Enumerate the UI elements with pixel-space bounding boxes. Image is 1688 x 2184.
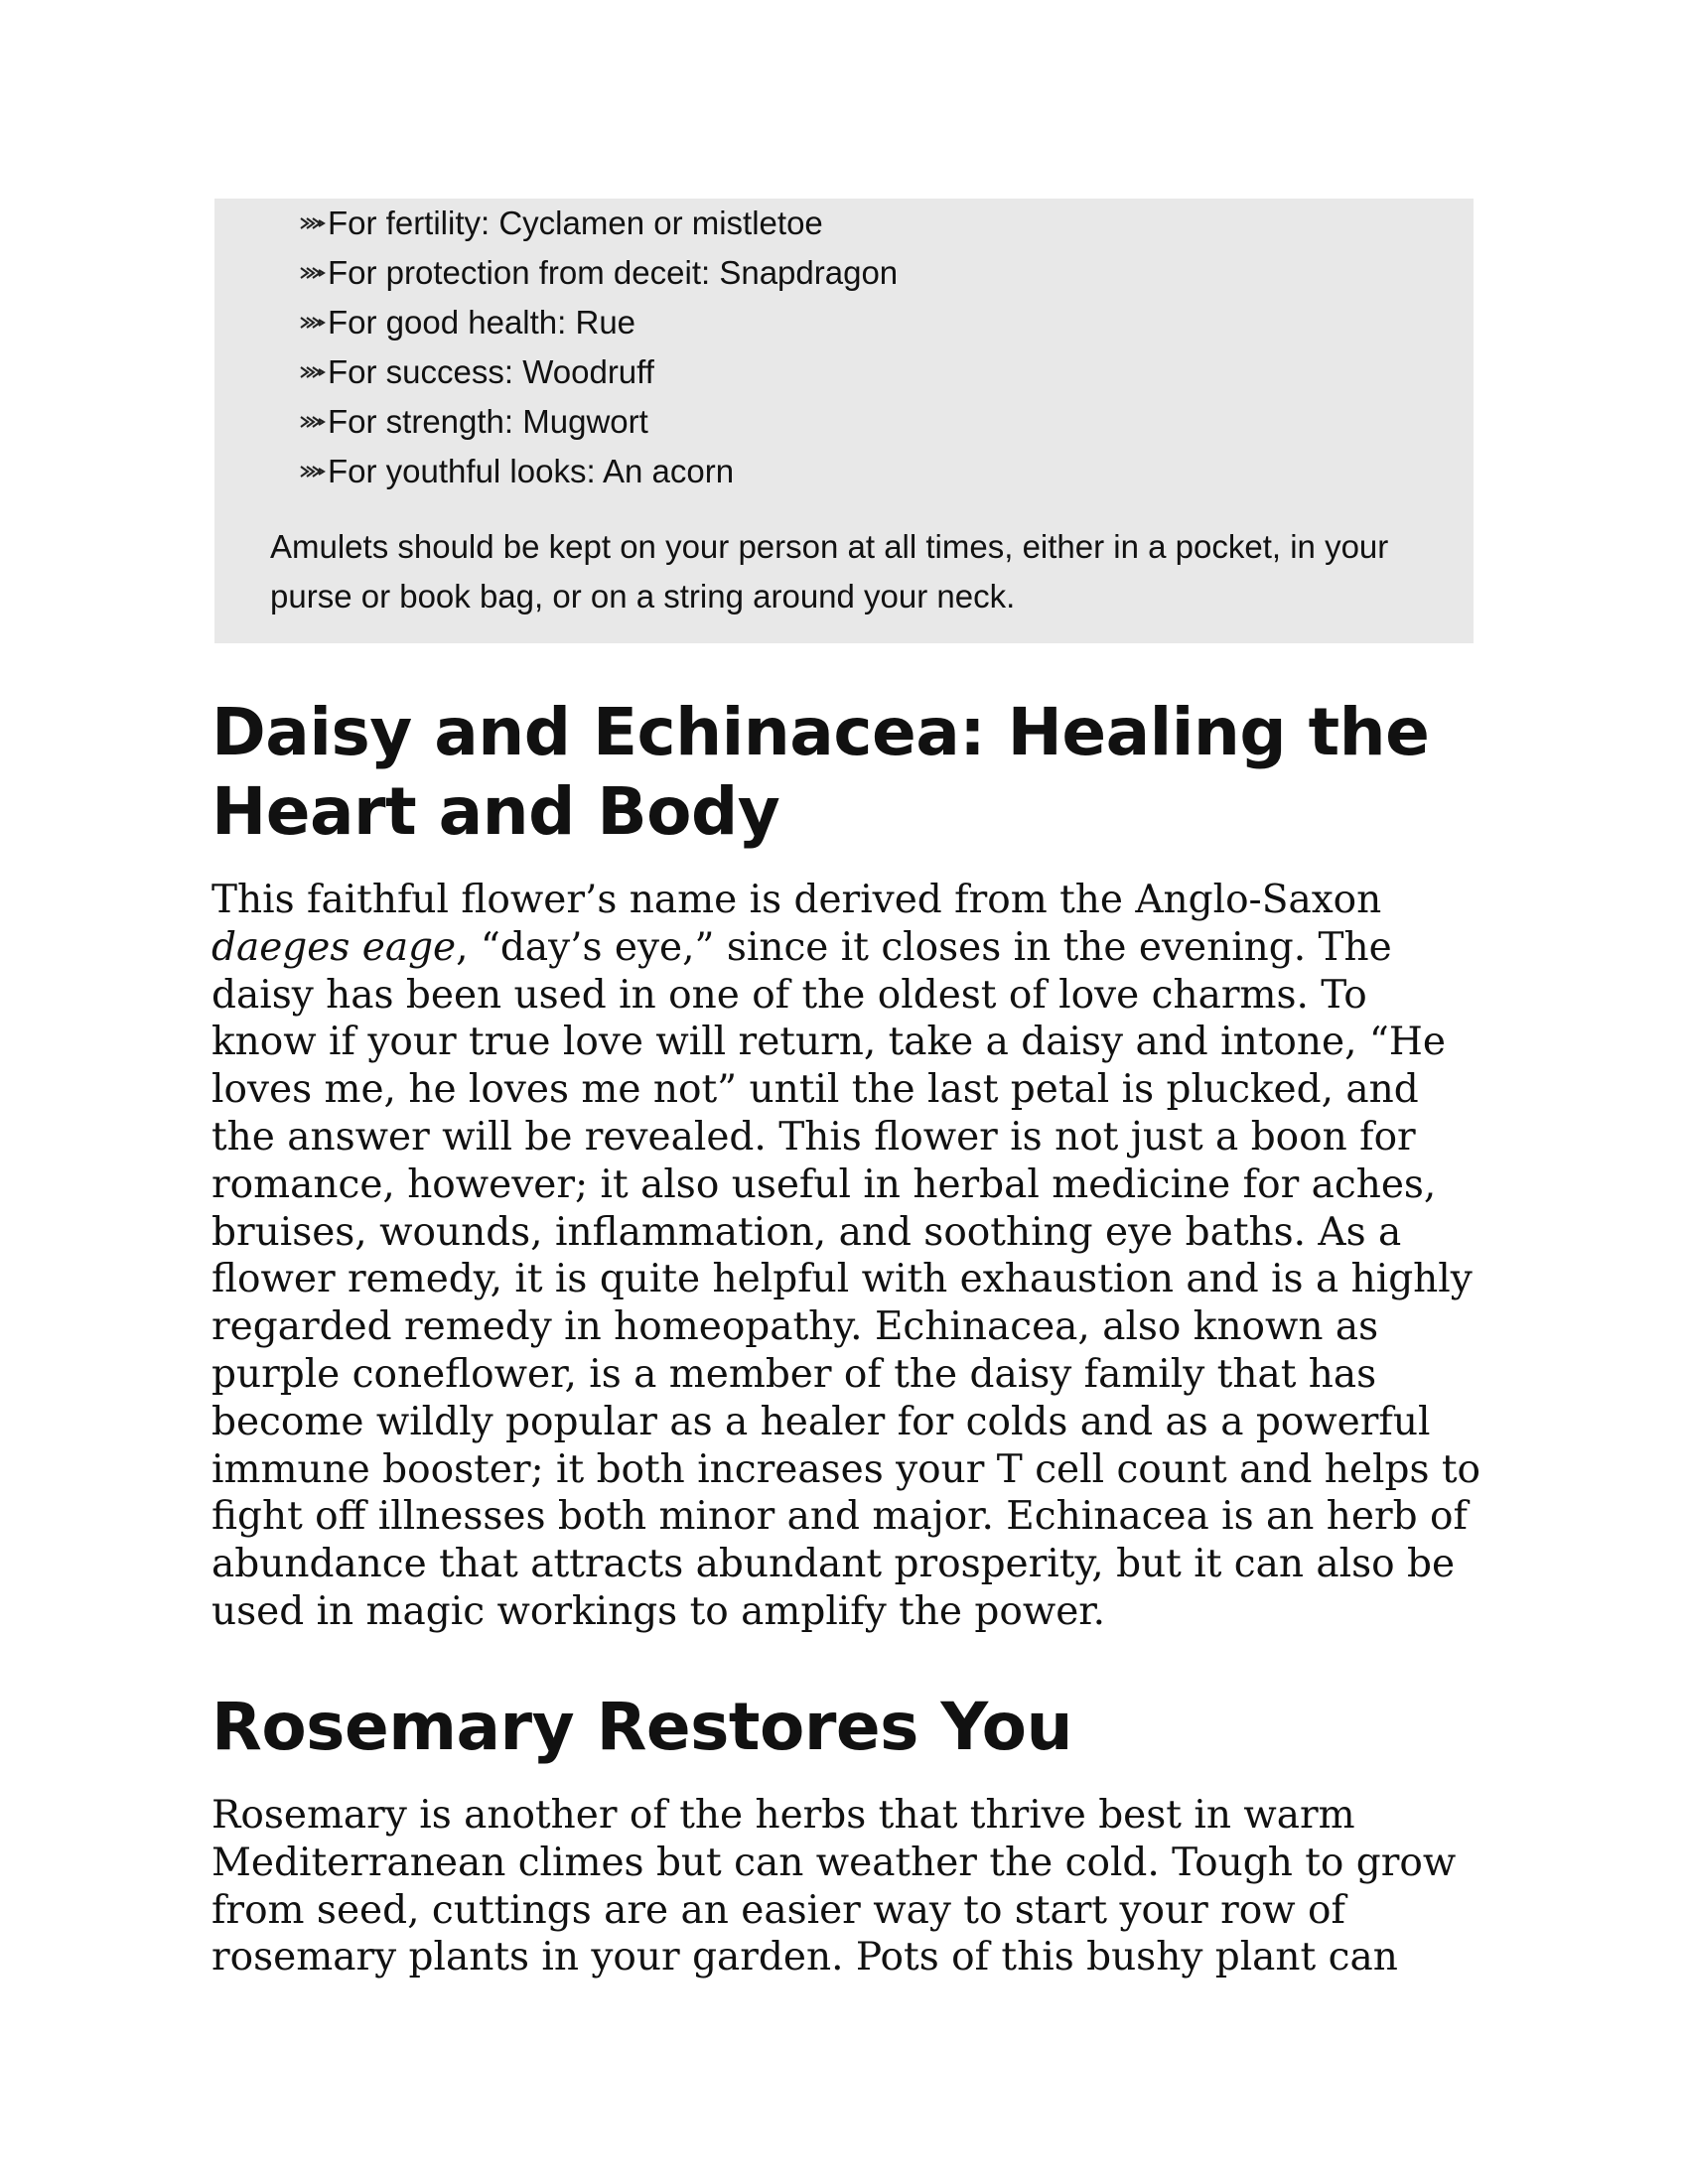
list-item-label: For fertility: Cyclamen or mistletoe [328,205,823,241]
list-item-label: For strength: Mugwort [328,403,648,440]
section-heading-rosemary: Rosemary Restores You [211,1689,1072,1765]
body-text-rest: , “day’s eye,” since it closes in the evening. The daisy has been used in one of the oldest of love charms. To know if your true love will return, take a daisy and intone, “He loves me, he loves me not” until the last petal is plucked, and the answer will be revealed. This flower is not just a boon for romance, however; it also useful in herbal medicine for aches, bruises, wounds, inflammation, and soothing eye baths. As a flower remedy, it is quite helpful with exhaustion and is a highly regarded remedy in homeopathy. Echinacea, also known as purple coneflower, is a member of the daisy family that has become wildly popular as a healer for colds and as a powerful immune booster; it both increases your T cell count and helps to fight off illnesses both minor and major. Echinacea is an herb of abundance that attracts abundant prosperity, but it can also be used in magic workings to amplify the power. [211,924,1481,1634]
amulet-note: Amulets should be kept on your person at all times, either in a pocket, in your purse or book bag, or on a string around your neck. [270,528,1389,614]
amulet-list [300,199,898,496]
body-text-start: This faithful flower’s name is derived from the Anglo-Saxon [211,878,1382,922]
triple-chevron-icon [300,313,326,333]
list-item-label: For protection from deceit: Snapdragon [328,254,899,291]
list-item [300,298,898,347]
amulet-sidebar [214,199,1474,643]
list-item [300,347,898,397]
list-item [300,248,898,298]
section-heading-daisy: Daisy and Echinacea: Healing the Heart and Body [211,694,1430,850]
list-item [300,397,898,447]
list-item [300,199,898,248]
list-item-label: For youthful looks: An acorn [328,453,735,489]
triple-chevron-icon [300,412,326,432]
triple-chevron-icon [300,462,326,481]
body-text-italic: daeges eage [211,924,457,970]
triple-chevron-icon [300,263,326,283]
list-item-label: For success: Woodruff [328,353,654,390]
list-item [300,447,898,496]
triple-chevron-icon [300,213,326,233]
section-body-daisy [211,877,1482,1636]
section-body-rosemary: Rosemary is another of the herbs that thrive best in warm Mediterranean climes but can weather the cold. Tough to grow from seed, cuttings are an easier way to start your row of rosemary plants in your garden. Pots of this bushy plant can [211,1793,1457,1980]
list-item-label: For good health: Rue [328,304,636,341]
triple-chevron-icon [300,362,326,382]
